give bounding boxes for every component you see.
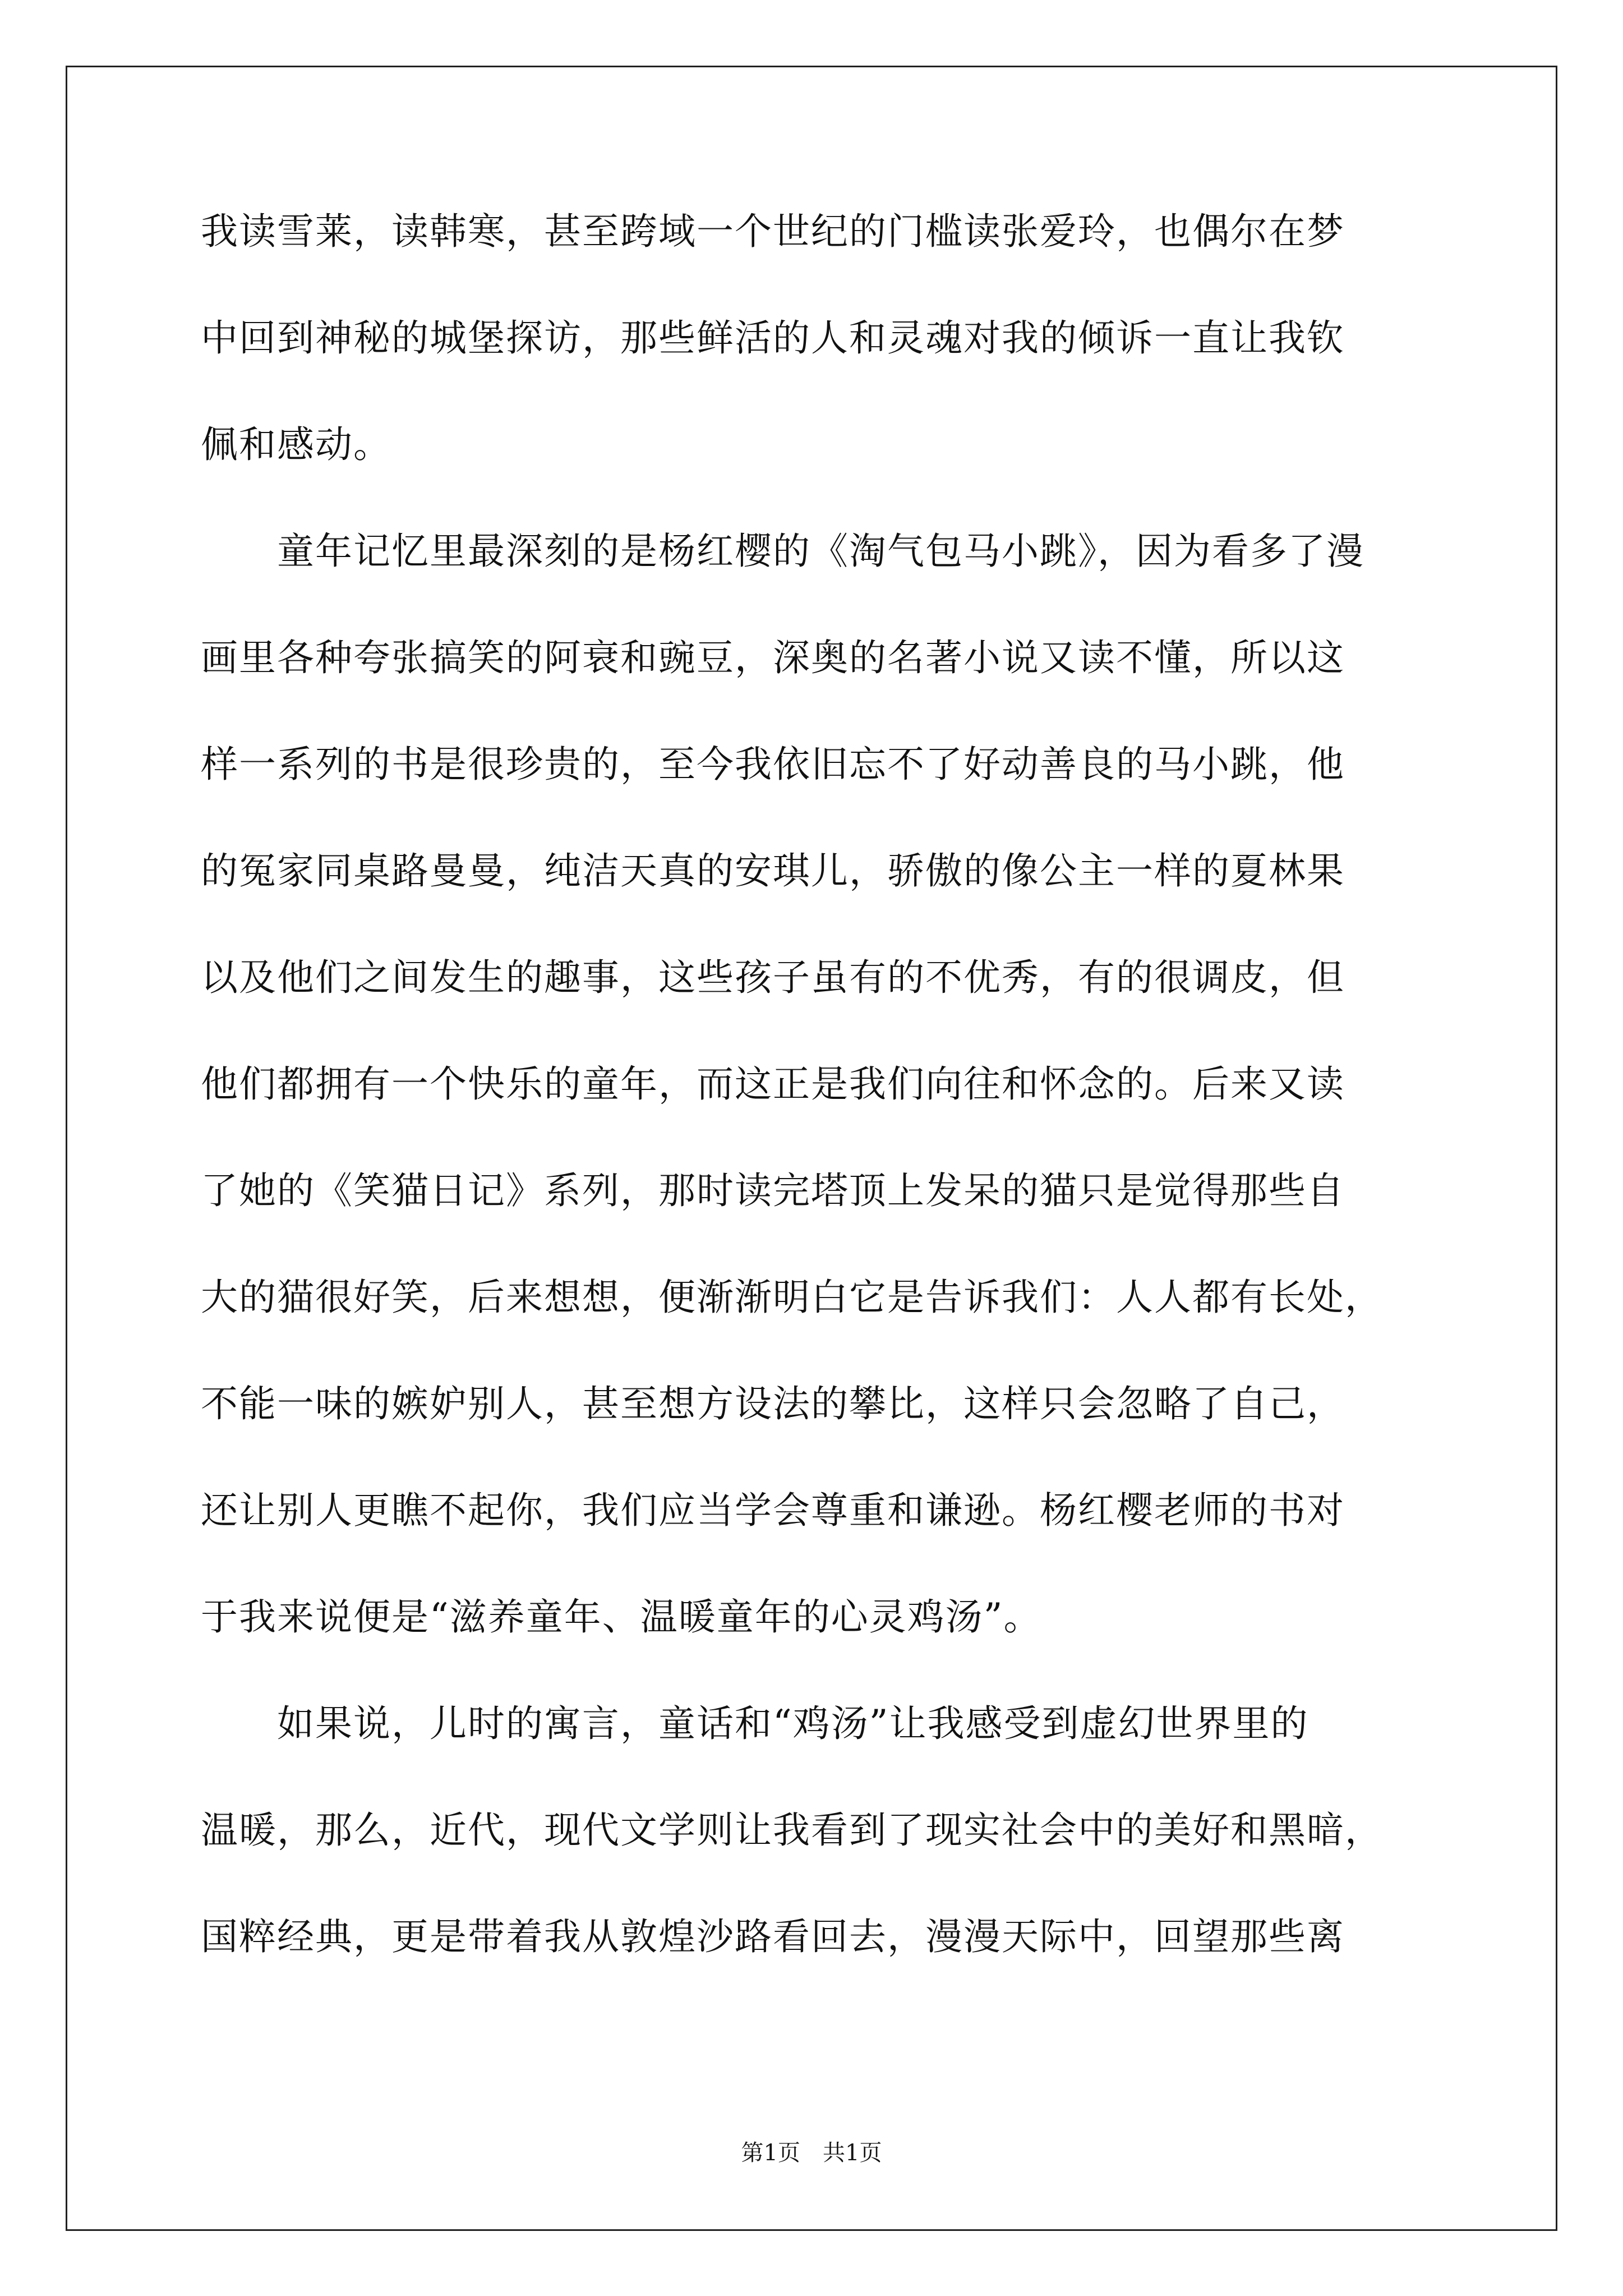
text-line: 以及他们之间发生的趣事，这些孩子虽有的不优秀，有的很调皮，但 [201,956,1345,999]
text-line: 不能一味的嫉妒别人，甚至想方设法的攀比，这样只会忽略了自己， [201,1382,1345,1425]
text-line: 他们都拥有一个快乐的童年，而这正是我们向往和怀念的。后来又读 [201,1062,1345,1106]
text-line: 如果说，儿时的寓言，童话和“鸡汤”让我感受到虚幻世界里的 [201,1702,1309,1745]
text-line: 大的猫很好笑，后来想想，便渐渐明白它是告诉我们：人人都有长处， [201,1276,1383,1319]
text-line: 国粹经典，更是带着我从敦煌沙路看回去，漫漫天际中，回望那些离 [201,1915,1345,1958]
text-line: 中回到神秘的城堡探访，那些鲜活的人和灵魂对我的倾诉一直让我钦 [201,316,1345,360]
text-line: 画里各种夸张搞笑的阿衰和豌豆，深奥的名著小说又读不懂，所以这 [201,636,1345,679]
text-line: 的冤家同桌路曼曼，纯洁天真的安琪儿，骄傲的像公主一样的夏林果 [201,849,1345,892]
text-line: 我读雪莱，读韩寒，甚至跨域一个世纪的门槛读张爱玲，也偶尔在梦 [201,210,1345,253]
text-line: 童年记忆里最深刻的是杨红樱的《淘气包马小跳》，因为看多了漫 [201,530,1364,573]
text-line: 还让别人更瞧不起你，我们应当学会尊重和谦逊。杨红樱老师的书对 [201,1489,1345,1532]
document-body [201,210,1440,2025]
text-line: 样一系列的书是很珍贵的，至今我依旧忘不了好动善良的马小跳，他 [201,743,1345,786]
text-line: 于我来说便是“滋养童年、温暖童年的心灵鸡汤”。 [201,1595,1042,1639]
text-line: 佩和感动。 [201,423,391,466]
text-line: 温暖，那么，近代，现代文学则让我看到了现实社会中的美好和黑暗， [201,1809,1383,1852]
page-number-footer: 第1页 共1页 [741,2140,882,2166]
text-line: 了她的《笑猫日记》系列，那时读完塔顶上发呆的猫只是觉得那些自 [201,1169,1345,1212]
